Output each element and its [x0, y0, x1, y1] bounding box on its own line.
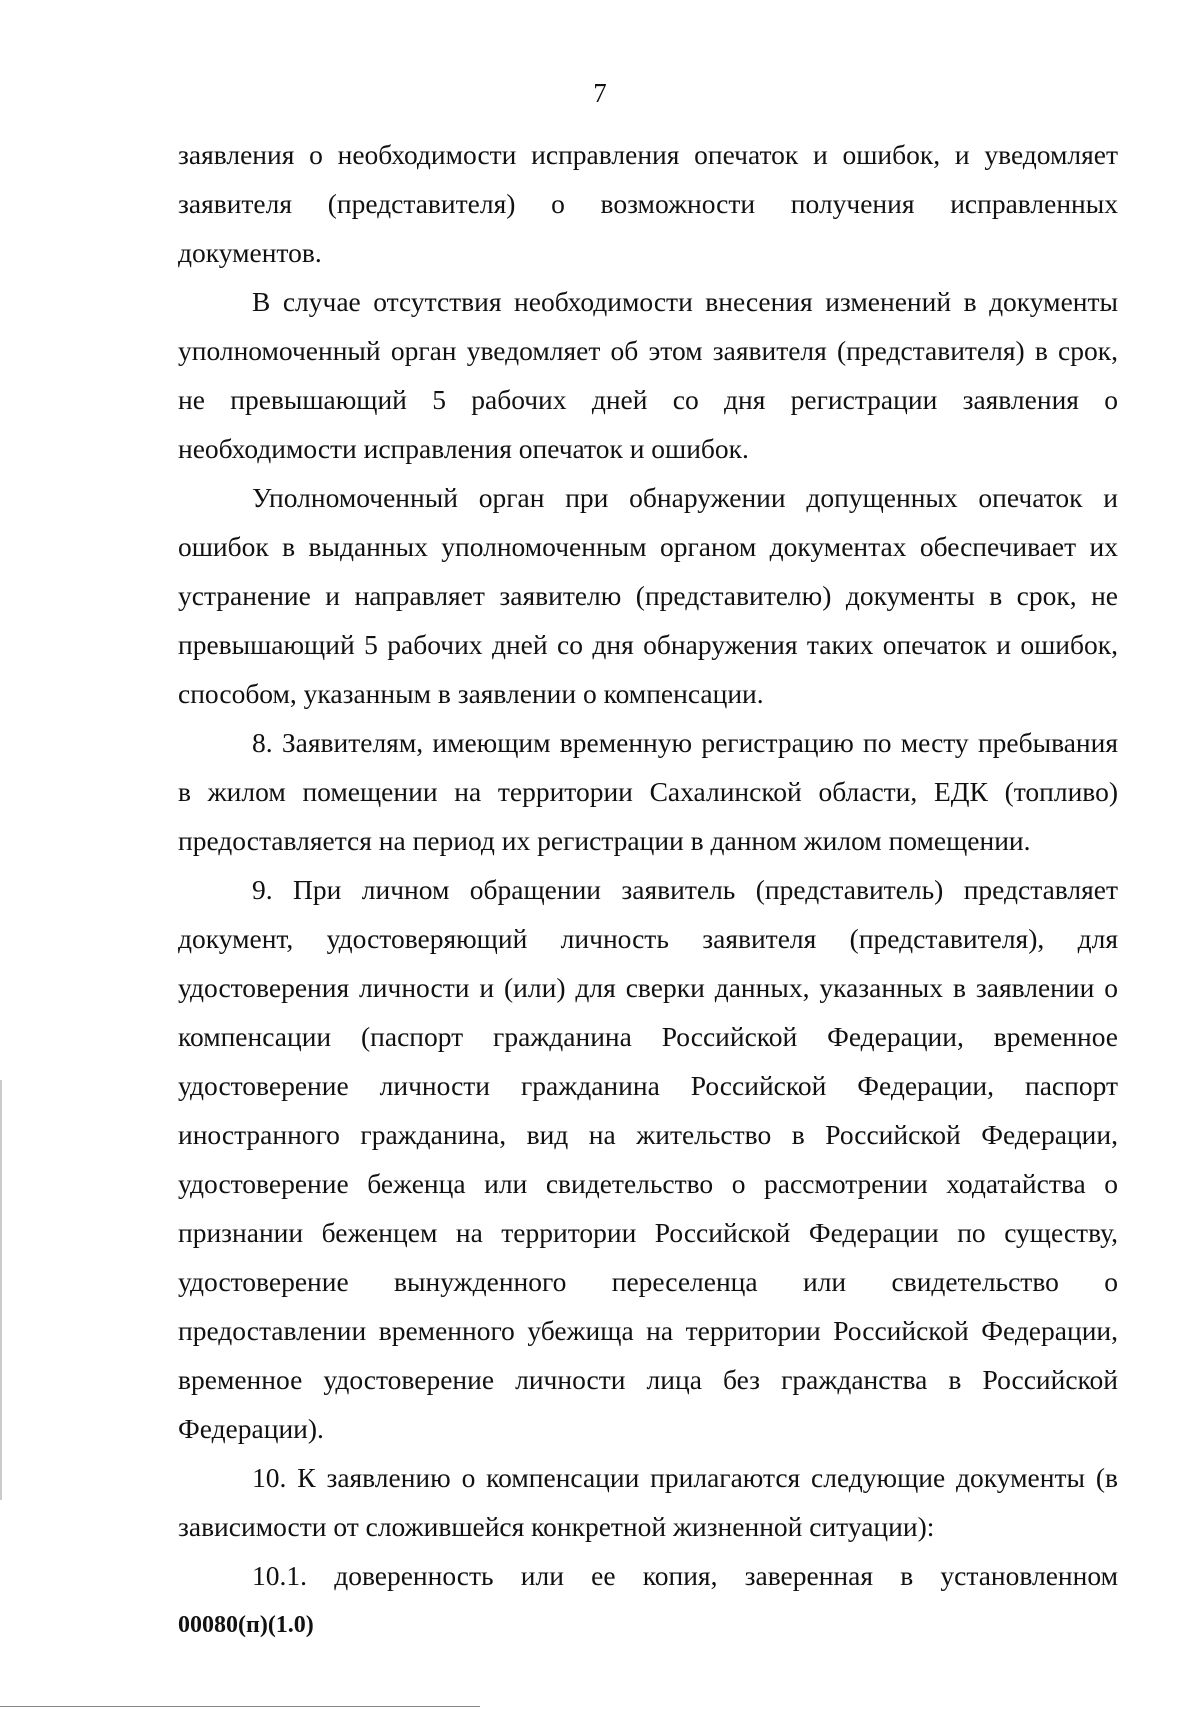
paragraph-item-9: 9. При личном обращении заявитель (представитель) представляет документ, удостоверяющий личность заявителя (представителя), для удостоверения личности и (или) для сверки данных, указанных в заявлении о компенсации (паспорт гражданина Российской Федерации, временное удостоверение личности гражданина Российской Федерации, паспорт иностранного гражданина, вид на жительство в Российской Федерации, удостоверение беженца или свидетельство о рассмотрении ходатайства о признании беженцем на территории Российской Федерации по существу, удостоверение вынужденного переселенца или свидетельство о предоставлении временного убежища на территории Российской Федерации, временное удостоверение личности лица без гражданства в Российской Федерации). — [178, 874, 1118, 1444]
page-number: 7 — [593, 78, 607, 108]
paragraph-no-changes-needed: В случае отсутствия необходимости внесения изменений в документы уполномоченный орган уведомляет об этом заявителя (представителя) в срок, не превышающий 5 рабочих дней со дня регистрации заявления о необходимости исправления опечаток и ошибок. — [178, 286, 1118, 464]
document-code: 00080(п)(1.0) — [178, 1612, 314, 1638]
paragraph-errors-found: Уполномоченный орган при обнаружении допущенных опечаток и ошибок в выданных уполномоченным органом документах обеспечивает их устранение и направляет заявителю (представителю) документы в срок, не превышающий 5 рабочих дней со дня обнаружения таких опечаток и ошибок, способом, указанным в заявлении о компенсации. — [178, 482, 1118, 709]
scan-left-edge — [0, 1080, 2, 1500]
paragraph-item-10: 10. К заявлению о компенсации прилагаются следующие документы (в зависимости от сложившейся конкретной жизненной ситуации): — [178, 1462, 1118, 1542]
paragraph-continuation: заявления о необходимости исправления опечаток и ошибок, и уведомляет заявителя (представителя) о возможности получения исправленных документов. — [178, 139, 1118, 268]
paragraph-item-10-1: 10.1. доверенность или ее копия, заверенная в установленном — [252, 1560, 1118, 1591]
paragraph-item-8: 8. Заявителям, имеющим временную регистрацию по месту пребывания в жилом помещении на территории Сахалинской области, ЕДК (топливо) предоставляется на период их регистрации в данном жилом помещении. — [178, 727, 1118, 856]
document-body — [178, 130, 1118, 1600]
scan-edge-line — [0, 1706, 480, 1707]
